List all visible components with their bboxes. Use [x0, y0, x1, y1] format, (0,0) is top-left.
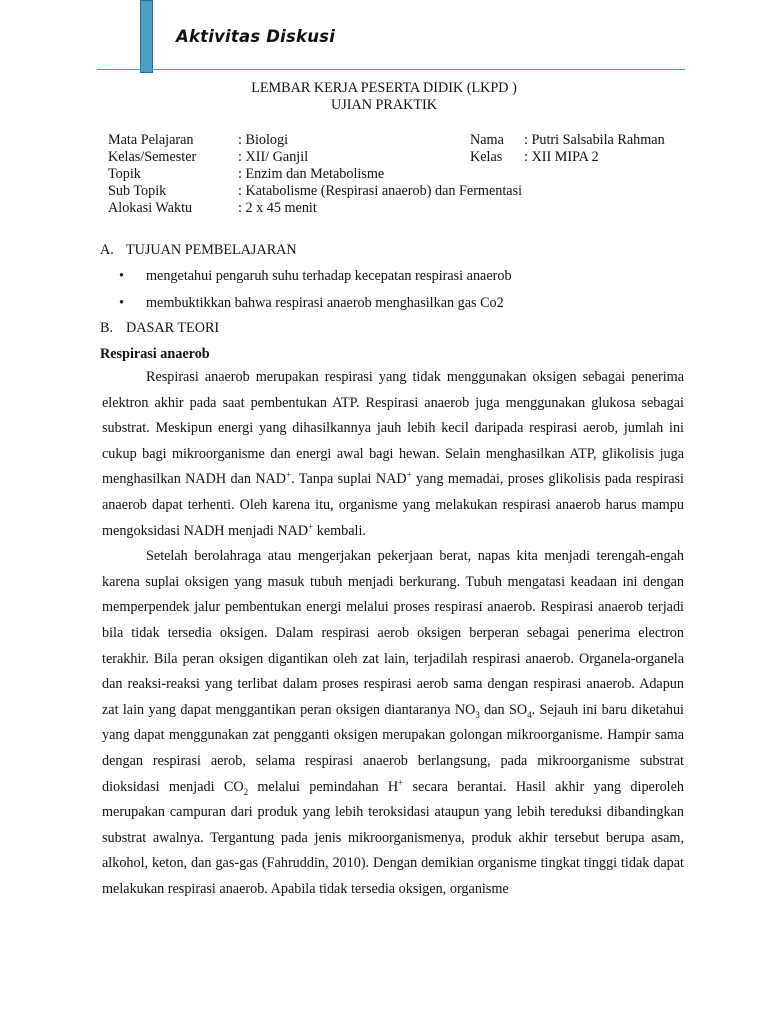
header-title: Aktivitas Diskusi: [176, 27, 336, 46]
info-label: Alokasi Waktu: [108, 200, 193, 216]
paragraph-1: Respirasi anaerob merupakan respirasi yang tidak menggunakan oksigen sebagai penerima elektron akhir pada saat pembentukan ATP. Respirasi anaerob juga menggunakan glukosa sebagai substrat. Meskipun energi yang dihasilkannya jauh lebih kecil daripada respirasi aerob, jumlah ini cukup bagi mikroorganisme dan energi awal bagi hewan. Selain menghasilkan ATP, glikolisis juga menghasilkan NADH dan NAD+. Tanpa suplai NAD+ yang memadai, proses glikolisis pada respirasi anaerob dapat terhenti. Oleh karena itu, organisme yang melakukan respirasi anaerob harus mampu mengoksidasi NADH menjadi NAD+ kembali.: [102, 369, 684, 539]
header-accent-bar: [140, 0, 153, 73]
section-heading-b: [100, 320, 219, 337]
info-value: : XII MIPA 2: [524, 149, 599, 165]
section-title: DASAR TEORI: [126, 320, 220, 336]
info-value: : Enzim dan Metabolisme: [238, 166, 385, 182]
info-value: : Biologi: [238, 132, 289, 148]
info-label: Kelas: [470, 149, 503, 165]
section-heading-a: [100, 242, 297, 259]
info-label: Sub Topik: [108, 183, 167, 199]
info-label: Topik: [108, 166, 141, 182]
list-item-text: membuktikkan bahwa respirasi anaerob menghasilkan gas Co2: [146, 295, 504, 311]
info-value: : 2 x 45 menit: [238, 200, 317, 216]
bullet-icon: •: [119, 268, 124, 284]
info-value: : XII/ Ganjil: [238, 149, 309, 165]
list-item-text: mengetahui pengaruh suhu terhadap kecepatan respirasi anaerob: [146, 268, 512, 284]
info-value: : Katabolisme (Respirasi anaerob) dan Fermentasi: [238, 183, 523, 199]
info-value: : Putri Salsabila Rahman: [524, 132, 665, 148]
section-number: A.: [100, 242, 114, 258]
document-subtitle: UJIAN PRAKTIK: [330, 97, 437, 113]
header-divider-line: [97, 69, 685, 70]
subheading: Respirasi anaerob: [100, 346, 210, 362]
body-text: [102, 365, 684, 902]
section-title: TUJUAN PEMBELAJARAN: [126, 242, 297, 258]
paragraph-2: Setelah berolahraga atau mengerjakan pekerjaan berat, napas kita menjadi terengah-engah karena suplai oksigen yang masuk tubuh menjadi berkurang. Tubuh mengatasi keadaan ini dengan memperpendek jalur pembentukan energi melalui proses respirasi anaerob. Respirasi anaerob terjadi bila tidak tersedia oksigen. Dalam respirasi aerob oksigen berperan sebagai penerima electron terakhir. Bila peran oksigen digantikan oleh zat lain, terjadilah respirasi anaerob. Organela-organela dan reaksi-reaksi yang terlibat dalam proses respirasi aerob sama dengan respirasi anaerob. Adapun zat lain yang dapat menggantikan peran oksigen diantaranya $NO_3$ dan $SO_4$. Sejauh ini baru diketahui yang dapat menggunakan zat pengganti oksigen merupakan golongan mikroorganisme. Hampir sama dengan respirasi aerob, selama respirasi anaerob berlangsung, pada mikroorganisme substrat dioksidasi menjadi $CO_2$ melalui pemindahan H+ secara berantai. Hasil akhir yang diperoleh merupakan campuran dari produk yang lebih teroksidasi ataupun yang lebih tereduksi dibandingkan substrat awalnya. Tergantung pada jenis mikroorganismenya, produk akhir tersebut berupa asam, alkohol, keton, dan gas-gas (Fahruddin, 2010). Dengan demikian organisme tingkat tinggi tidak dapat melakukan respirasi anaerob. Apabila tidak tersedia oksigen, organisme: [102, 548, 684, 897]
section-number: B.: [100, 320, 114, 336]
info-label: Mata Pelajaran: [108, 132, 194, 148]
document-title: LEMBAR KERJA PESERTA DIDIK (LKPD ): [251, 80, 517, 96]
info-label: Nama: [470, 132, 504, 148]
info-label: Kelas/Semester: [108, 149, 197, 165]
bullet-icon: •: [119, 295, 124, 311]
